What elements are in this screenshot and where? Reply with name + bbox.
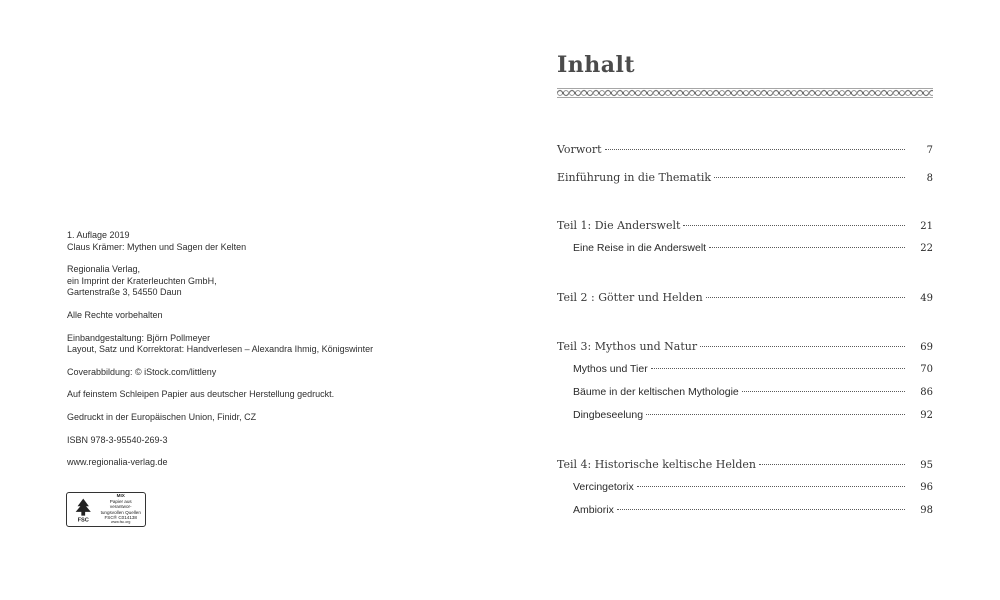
imprint-line: www.regionalia-verlag.de: [67, 457, 168, 468]
toc-leader-dots: [742, 390, 905, 392]
toc-sub-entry[interactable]: [573, 363, 933, 379]
toc-sub-entry[interactable]: [573, 409, 933, 425]
fsc-logo-text: FSC: [77, 517, 89, 523]
imprint-spacer: [67, 299, 467, 310]
toc-sub-entry[interactable]: [573, 481, 933, 497]
imprint-spacer: [67, 401, 467, 412]
imprint-block: [67, 230, 467, 469]
ornament-border: [557, 88, 933, 98]
fsc-code: FSC® C014138: [104, 514, 137, 520]
toc-leader-dots: [706, 296, 905, 298]
imprint-line: Alle Rechte vorbehalten: [67, 309, 163, 320]
toc-part-entry[interactable]: [557, 291, 933, 307]
toc-leader-dots: [700, 345, 905, 347]
toc-sub-entry[interactable]: [573, 242, 933, 258]
imprint-spacer: [67, 356, 467, 367]
toc-page-number: 86: [920, 387, 933, 398]
toc-leader-dots: [759, 463, 905, 465]
toc-entry-label: Mythos und Tier: [573, 363, 648, 375]
toc-leader-dots: [617, 508, 905, 510]
imprint-line: Gartenstraße 3, 54550 Daun: [67, 287, 182, 298]
toc-page-number: 98: [920, 505, 933, 516]
toc-part-entry[interactable]: [557, 219, 933, 235]
fsc-mix: MIX: [116, 493, 125, 499]
toc-entry-label: Eine Reise in die Anderswelt: [573, 242, 707, 254]
imprint-line: Einbandgestaltung: Björn Pollmeyer: [67, 332, 211, 343]
toc-page-number: 92: [920, 410, 933, 421]
toc-part-entry[interactable]: [557, 143, 933, 159]
toc-page-number: 21: [920, 221, 933, 232]
toc-page-number: 69: [920, 342, 933, 353]
imprint-spacer: [67, 253, 467, 264]
toc-title: Inhalt: [557, 52, 636, 78]
fsc-text-2: tungsvollen Quellen: [100, 509, 141, 515]
toc-sub-entry[interactable]: [573, 386, 933, 402]
imprint-spacer: [67, 378, 467, 389]
toc-entry-label: Bäume in der keltischen Mythologie: [573, 386, 739, 398]
fsc-label: [66, 492, 146, 527]
fsc-text-1: Papier aus verantwor-: [109, 498, 132, 510]
toc-entry-label: Teil 1: Die Anderswelt: [557, 219, 681, 232]
toc-entry-label: Einführung in die Thematik: [557, 171, 712, 184]
toc-leader-dots: [709, 246, 905, 248]
toc-leader-dots: [651, 367, 905, 369]
toc-page-number: 22: [920, 243, 933, 254]
toc-page-number: 49: [920, 293, 933, 304]
imprint-line: Auf feinstem Schleipen Papier aus deutscher Herstellung gedruckt.: [67, 389, 335, 400]
toc-entry-label: Teil 2 : Götter und Helden: [557, 291, 703, 304]
imprint-line: Layout, Satz und Korrektorat: Handverlesen – Alexandra Ihmig, Königswinter: [67, 344, 374, 355]
toc-page-number: 7: [926, 145, 933, 156]
toc-entry-label: Dingbeseelung: [573, 409, 644, 421]
toc-leader-dots: [714, 176, 905, 178]
fsc-text: [99, 493, 142, 525]
toc-leader-dots: [646, 413, 905, 415]
toc-page-number: 96: [920, 482, 933, 493]
toc-leader-dots: [605, 148, 905, 150]
fsc-website: www.fsc.org: [111, 520, 131, 525]
fsc-tree-icon: [70, 496, 96, 523]
imprint-line: 1. Auflage 2019: [67, 230, 130, 240]
toc-entry-label: Vercingetorix: [573, 481, 634, 493]
toc-part-entry[interactable]: [557, 171, 933, 187]
toc-sub-entry[interactable]: [573, 504, 933, 520]
imprint-line: ISBN 978-3-95540-269-3: [67, 434, 168, 445]
imprint-line: Coverabbildung: © iStock.com/littleny: [67, 366, 217, 377]
toc-entry-label: Ambiorix: [573, 504, 614, 516]
imprint-line: ein Imprint der Kraterleuchten GmbH,: [67, 275, 217, 286]
imprint-line: Claus Krämer: Mythen und Sagen der Kelten: [67, 241, 247, 252]
toc-entry-label: Teil 3: Mythos und Natur: [557, 340, 698, 353]
imprint-line: Regionalia Verlag,: [67, 264, 141, 275]
toc-entry-label: Vorwort: [557, 143, 602, 156]
toc-leader-dots: [683, 224, 905, 226]
imprint-spacer: [67, 322, 467, 333]
toc-entry-label: Teil 4: Historische keltische Helden: [557, 458, 756, 471]
toc-leader-dots: [637, 485, 905, 487]
toc-page-number: 95: [920, 460, 933, 471]
toc-page-number: 8: [926, 173, 933, 184]
imprint-spacer: [67, 446, 467, 457]
toc-part-entry[interactable]: [557, 340, 933, 356]
toc-part-entry[interactable]: [557, 458, 933, 474]
toc-page-number: 70: [920, 364, 933, 375]
imprint-spacer: [67, 424, 467, 435]
imprint-line: Gedruckt in der Europäischen Union, Finidr, CZ: [67, 411, 257, 422]
